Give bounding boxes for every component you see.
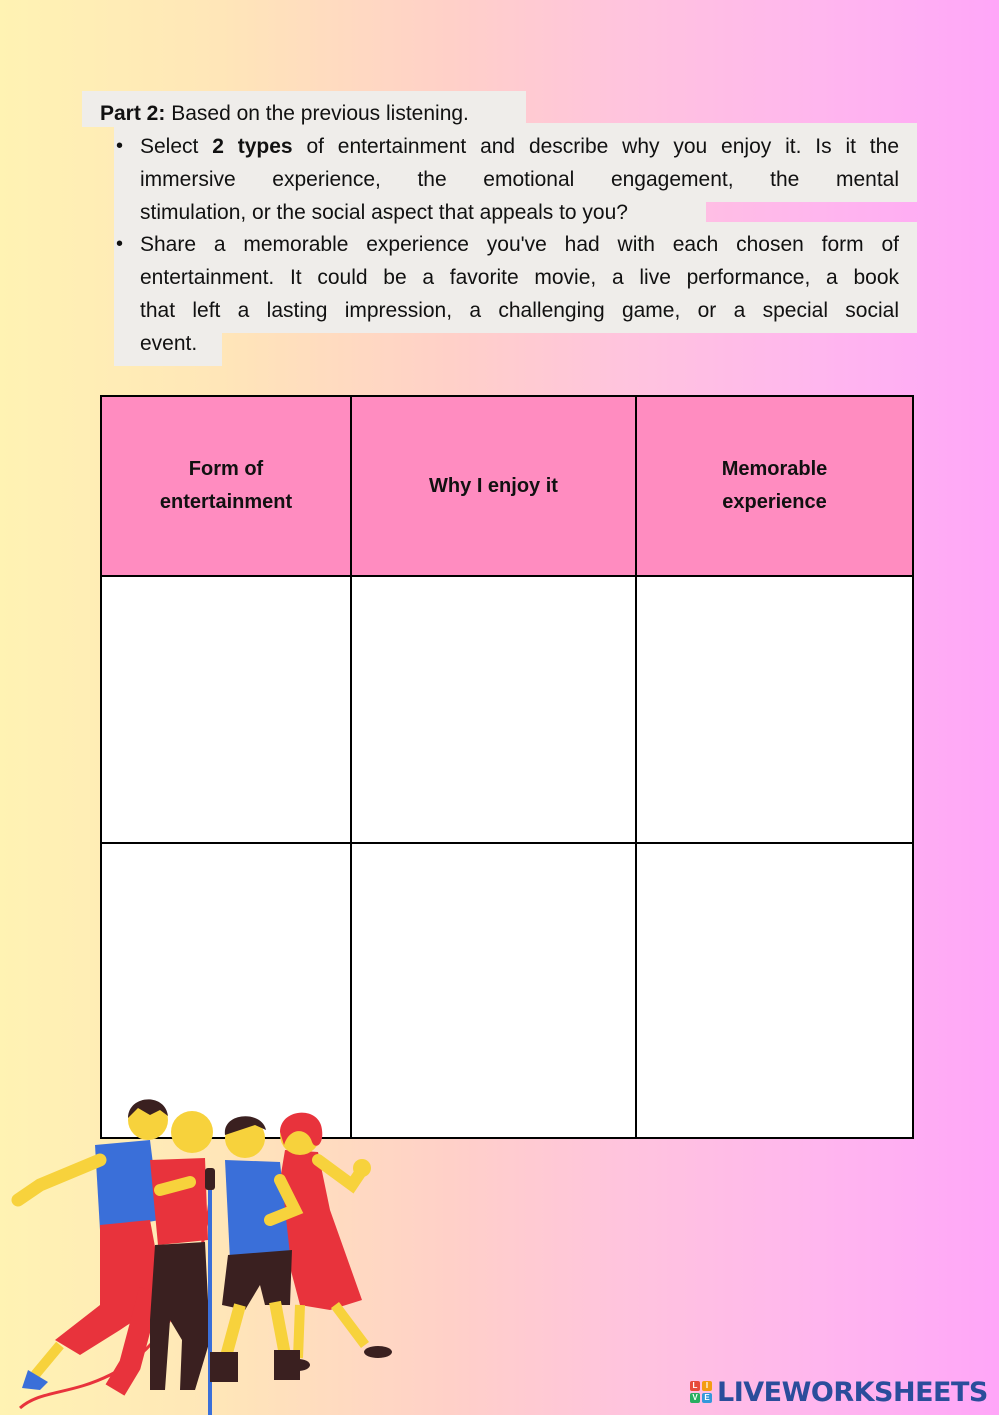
answer-cell[interactable]	[101, 576, 351, 843]
liveworksheets-logo	[690, 1373, 988, 1411]
singing-friends-illustration	[0, 1090, 410, 1415]
response-table	[100, 395, 914, 1139]
answer-cell[interactable]	[636, 843, 913, 1138]
bullet-dot: •	[116, 233, 124, 255]
part-heading	[100, 97, 469, 130]
table-header-row	[101, 396, 913, 576]
bullet-dot: •	[116, 135, 124, 157]
bullet-2-line-2: entertainment. It could be a favorite movie, a live performance, a book	[140, 266, 899, 289]
answer-cell[interactable]	[351, 576, 636, 843]
brand-name: LIVEWORKSHEETS	[717, 1376, 988, 1408]
bullet-1-line-2: immersive experience, the emotional engagement, the mental	[140, 168, 899, 191]
instructions	[0, 0, 999, 380]
bullet-1-line-3: stimulation, or the social aspect that appeals to you?	[140, 201, 628, 224]
header-form-of-entertainment: Form of entertainment	[101, 396, 351, 576]
part-label: Part 2:	[100, 102, 166, 125]
logo-mark-icon: L I V E	[690, 1381, 712, 1403]
bullet-1-line-1: Select 2 types of entertainment and describe why you enjoy it. Is it the	[140, 135, 899, 158]
answer-cell[interactable]	[636, 576, 913, 843]
bullet-2-line-4: event.	[140, 332, 198, 355]
bullet-2-line-1: Share a memorable experience you've had with each chosen form of	[140, 233, 899, 256]
table-row	[101, 576, 913, 843]
part-text: Based on the previous listening.	[171, 102, 469, 125]
bullet-2-line-3: that left a lasting impression, a challenging game, or a special social	[140, 299, 899, 322]
header-memorable-experience: Memorable experience	[636, 396, 913, 576]
header-why-i-enjoy-it: Why I enjoy it	[351, 396, 636, 576]
